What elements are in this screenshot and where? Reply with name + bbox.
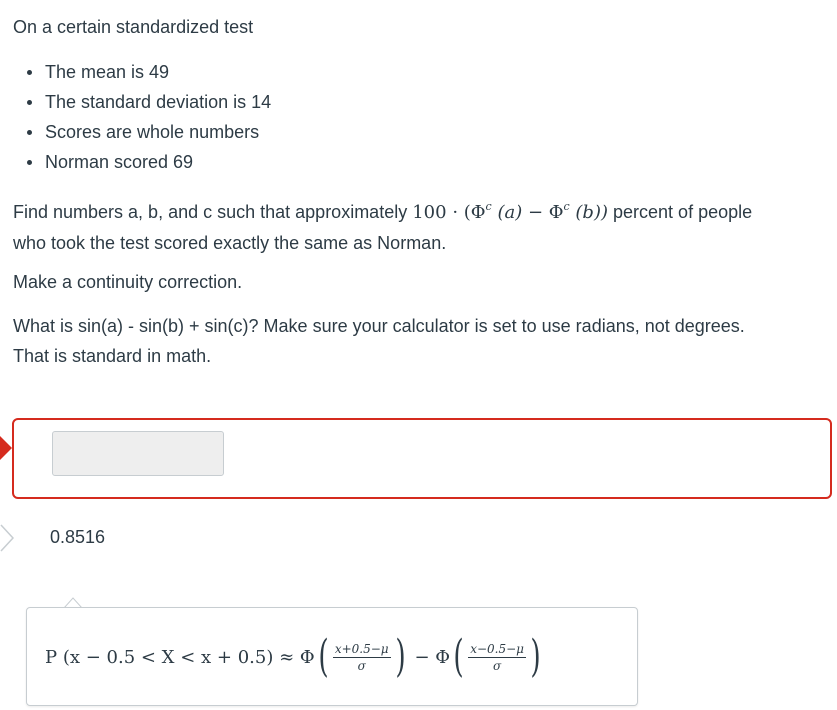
hint-formula (45, 622, 544, 692)
list-item: Norman scored 69 (13, 150, 271, 180)
given-facts-list (13, 60, 271, 180)
question-ask (13, 311, 828, 371)
incorrect-answer-arrow-icon (0, 436, 12, 460)
hint-fraction-1-num: x+0.5−μ (334, 641, 389, 656)
hint-fraction-2-den: σ (493, 658, 502, 673)
answer-input[interactable] (52, 431, 224, 476)
correct-answer-value: 0.8516 (50, 527, 106, 547)
formula-arg-2: (b)) (569, 202, 608, 223)
hint-mid: − Φ (408, 646, 451, 668)
question-intro: On a certain standardized test (13, 17, 254, 37)
formula-phi-2: Φ (548, 202, 564, 223)
question-ask-line1: What is sin(a) - sin(b) + sin(c)? Make sure your calculator is set to use radians, not degrees. (13, 316, 745, 336)
list-item: The standard deviation is 14 (13, 90, 271, 120)
find-instructions (13, 192, 828, 258)
question-ask-line2: That is standard in math. (13, 346, 212, 366)
formula-sup-1: c (485, 200, 492, 213)
hint-lhs: P (x − 0.5 < X < x + 0.5) ≈ Φ (45, 646, 315, 668)
formula-phi-1: Φ (470, 202, 486, 223)
find-formula (412, 202, 608, 223)
correct-answer-arrow-icon (0, 524, 14, 552)
formula-arg-1: (a) − (491, 202, 549, 223)
left-paren-icon: ( (453, 631, 464, 682)
right-paren-icon: ) (530, 631, 541, 682)
list-item: The mean is 49 (13, 60, 271, 90)
find-text-line2: who took the test scored exactly the same as Norman. (13, 233, 447, 253)
hint-fraction-1 (333, 642, 391, 673)
left-paren-icon: ( (318, 631, 329, 682)
find-text-after: percent of people (613, 202, 753, 222)
formula-sup-2: c (563, 200, 570, 213)
list-item: Scores are whole numbers (13, 120, 271, 150)
hint-fraction-2 (468, 642, 526, 673)
right-paren-icon: ) (395, 631, 406, 682)
formula-hundred: 100 · ( (412, 202, 471, 223)
find-text-before: Find numbers a, b, and c such that approximately (13, 202, 408, 222)
continuity-instruction: Make a continuity correction. (13, 272, 243, 292)
hint-fraction-2-num: x−0.5−μ (470, 641, 524, 656)
hint-fraction-1-den: σ (357, 658, 366, 673)
